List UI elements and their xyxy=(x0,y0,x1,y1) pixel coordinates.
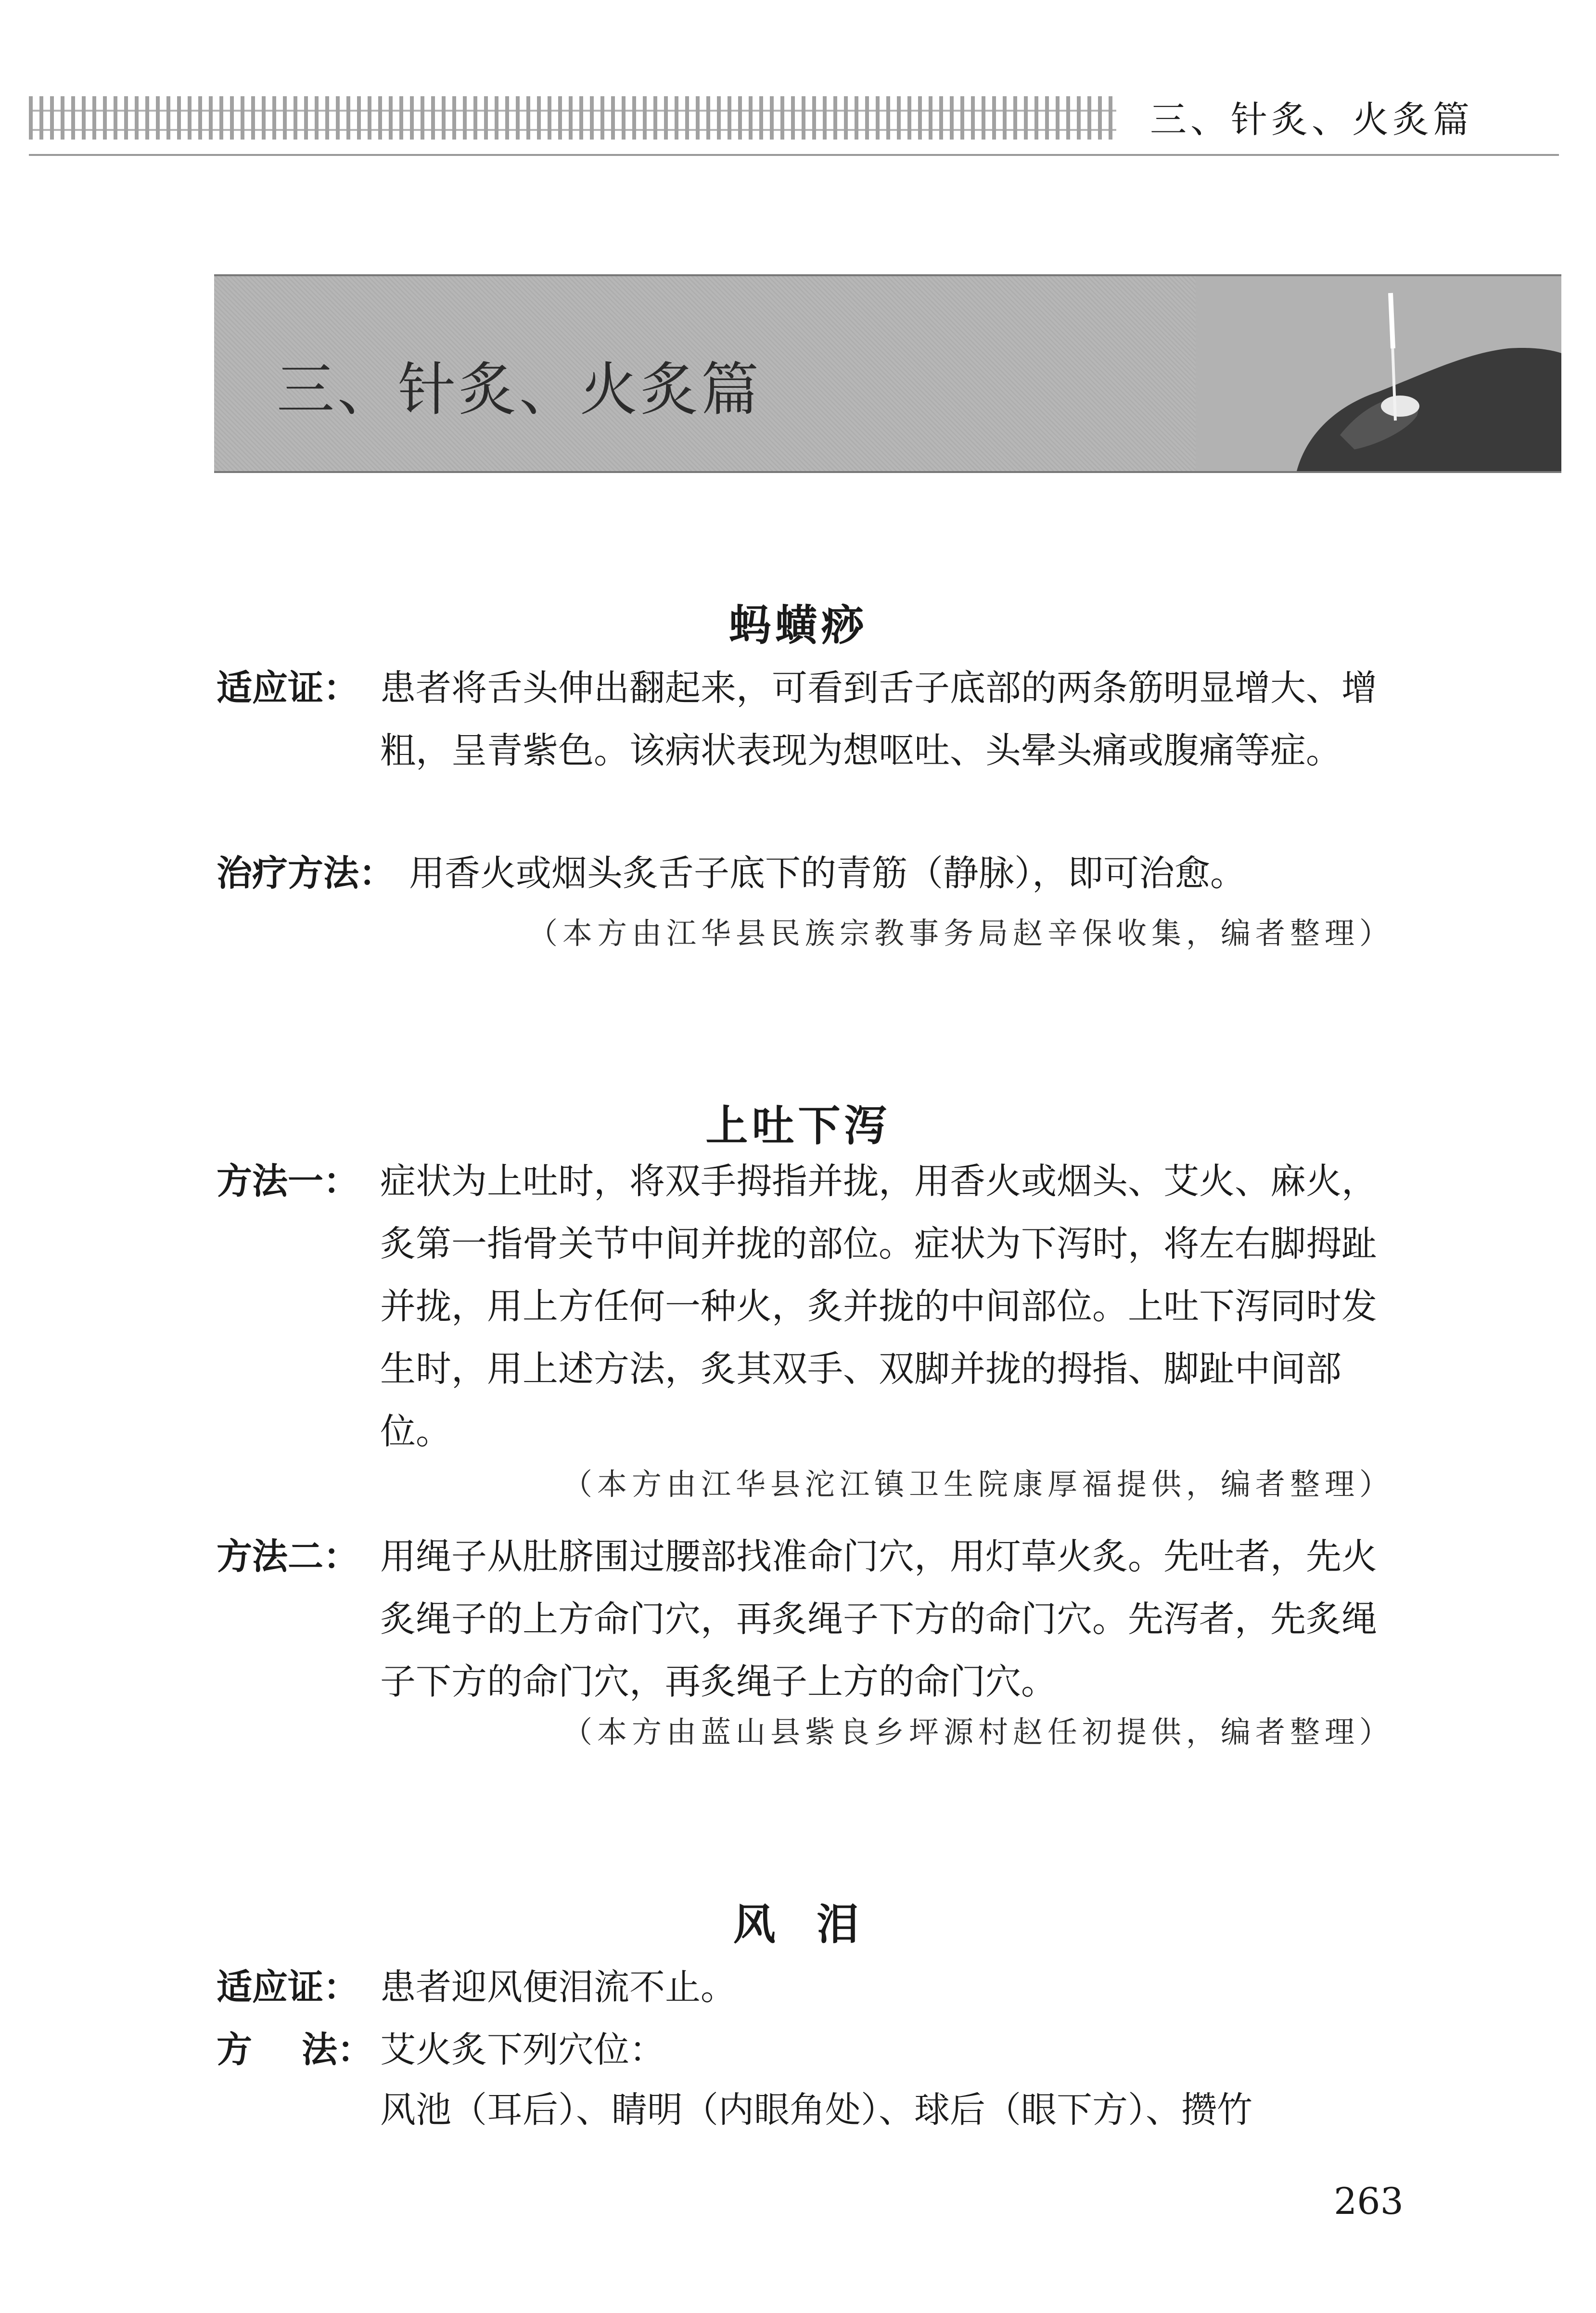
banner-title: 三、针炙、火炙篇 xyxy=(277,357,762,423)
source-note: （本方由江华县沱江镇卫生院康厚福提供，编者整理） xyxy=(562,1467,1394,1502)
header-decoration xyxy=(29,96,1116,140)
section-title: 上吐下泻 xyxy=(705,1100,891,1150)
list-item xyxy=(217,2019,1395,2081)
list-item xyxy=(217,1150,1395,1463)
entry-label: 治疗方法： xyxy=(217,853,395,894)
header-divider xyxy=(29,154,1559,156)
entry-label: 适应证： xyxy=(217,1967,359,2008)
list-item xyxy=(217,1956,1395,2019)
section-title: 风 泪 xyxy=(733,1899,863,1949)
list-item xyxy=(217,2079,1395,2141)
chapter-banner xyxy=(214,274,1561,473)
source-note: （本方由江华县民族宗教事务局赵辛保收集，编者整理） xyxy=(527,916,1394,951)
section-title: 蚂蟥痧 xyxy=(728,600,868,650)
page-number: 263 xyxy=(1333,2180,1404,2223)
entry-text: 症状为上吐时，将双手拇指并拢，用香火或烟头、艾火、麻火，炙第一指骨关节中间并拢的部位。症状为下泻时，将左右脚拇趾并拢，用上方任何一种火，炙并拢的中间部位。上吐下泻同时发生时，用上述方法，炙其双手、双脚并拢的拇指、脚趾中间部位。 xyxy=(380,1161,1377,1452)
acupuncture-hand-image xyxy=(1196,276,1561,471)
entry-label: 方法一： xyxy=(217,1161,359,1202)
entry-text: 患者迎风便泪流不止。 xyxy=(380,1967,736,2008)
list-item xyxy=(217,657,1395,782)
list-item xyxy=(217,842,1395,905)
entry-label: 适应证： xyxy=(217,667,359,709)
entry-text: 用绳子从肚脐围过腰部找准命门穴，用灯草火炙。先吐者，先火炙绳子的上方命门穴，再炙绳子下方的命门穴。先泻者，先炙绳子下方的命门穴，再炙绳子上方的命门穴。 xyxy=(380,1536,1377,1702)
entry-text: 用香火或烟头炙舌子底下的青筋（静脉），即可治愈。 xyxy=(409,853,1246,894)
entry-label: 方 法： xyxy=(217,2029,373,2070)
running-header: 三、针炙、火炙篇 xyxy=(1150,98,1473,141)
entry-text: 患者将舌头伸出翻起来，可看到舌子底部的两条筋明显增大、增粗，呈青紫色。该病状表现为想呕吐、头晕头痛或腹痛等症。 xyxy=(380,667,1377,771)
source-note: （本方由蓝山县紫良乡坪源村赵任初提供，编者整理） xyxy=(562,1714,1394,1750)
entry-text: 风池（耳后）、睛明（内眼角处）、球后（眼下方）、攒竹 xyxy=(380,2089,1252,2131)
entry-label: 方法二： xyxy=(217,1536,359,1577)
entry-text: 艾火炙下列穴位： xyxy=(380,2029,665,2070)
list-item xyxy=(217,1525,1395,1713)
